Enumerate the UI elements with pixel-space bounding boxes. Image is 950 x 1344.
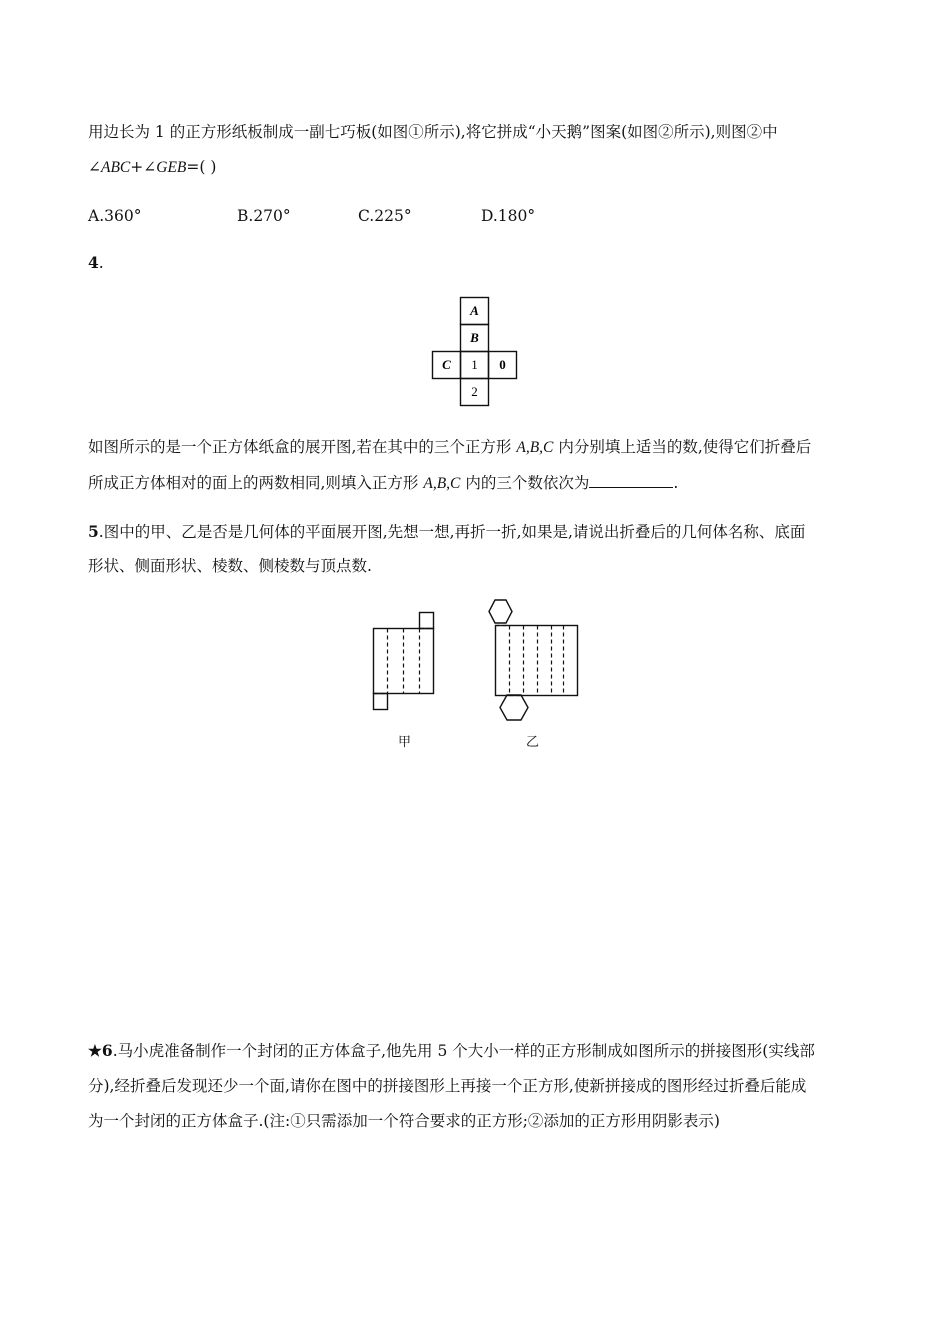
q5-text-line2: 形状、侧面形状、棱数、侧棱数与顶点数. bbox=[88, 557, 372, 575]
plus-angle: +∠ bbox=[130, 158, 157, 176]
net-label-2: 2 bbox=[471, 384, 478, 399]
caption-yi: 乙 bbox=[526, 735, 540, 750]
angle-geb: GEB bbox=[156, 159, 187, 176]
angle-abc: ABC bbox=[101, 159, 131, 176]
angle-symbol: ∠ bbox=[88, 158, 101, 176]
net-label-b: B bbox=[470, 330, 479, 345]
net-yi-diagram bbox=[485, 597, 585, 722]
q4-text-line1: 如图所示的是一个正方体纸盒的展开图,若在其中的三个正方形 A,B,C 内分别填上适当的数,使得它们折叠后 bbox=[88, 438, 812, 456]
q6-text-line2: 分),经折叠后发现还少一个面,请你在图中的拼接图形上再接一个正方形,使新拼接成的图形经过折叠后能成 bbox=[88, 1077, 807, 1095]
q5-text-line1: 5.图中的甲、乙是否是几何体的平面展开图,先想一想,再折一折,如果是,请说出折叠后的几何体名称、底面 bbox=[88, 522, 806, 541]
net-label-1: 1 bbox=[471, 357, 478, 372]
option-a: A.360° bbox=[88, 207, 142, 225]
q6-text-line1: ★6.马小虎准备制作一个封闭的正方体盒子,他先用 5 个大小一样的正方形制成如图所示的拼接图形(实线部 bbox=[88, 1041, 815, 1060]
option-c: C.225° bbox=[358, 207, 412, 225]
net-jia-diagram bbox=[370, 609, 450, 714]
q3-text-line2 bbox=[88, 157, 216, 178]
answer-paren: =( ) bbox=[186, 158, 217, 176]
q6-text-line3: 为一个封闭的正方体盒子.(注:①只需添加一个符合要求的正方形;②添加的正方形用阴影表示) bbox=[88, 1112, 720, 1130]
option-d: D.180° bbox=[481, 207, 536, 225]
caption-jia: 甲 bbox=[398, 735, 412, 750]
q4-text-line2: 所成正方体相对的面上的两数相同,则填入正方形 A,B,C 内的三个数依次为 . bbox=[88, 474, 679, 492]
net-label-a: A bbox=[470, 303, 479, 318]
q3-text-line1: 用边长为 1 的正方形纸板制成一副七巧板(如图①所示),将它拼成“小天鹅”图案(如图②所示),则图②中 bbox=[88, 123, 778, 141]
cube-net-diagram bbox=[425, 293, 525, 413]
net-label-0: 0 bbox=[499, 357, 506, 372]
net-label-c: C bbox=[442, 357, 451, 372]
option-b: B.270° bbox=[237, 207, 291, 225]
answer-blank[interactable] bbox=[589, 473, 673, 488]
q4-number: 4. bbox=[88, 253, 104, 272]
